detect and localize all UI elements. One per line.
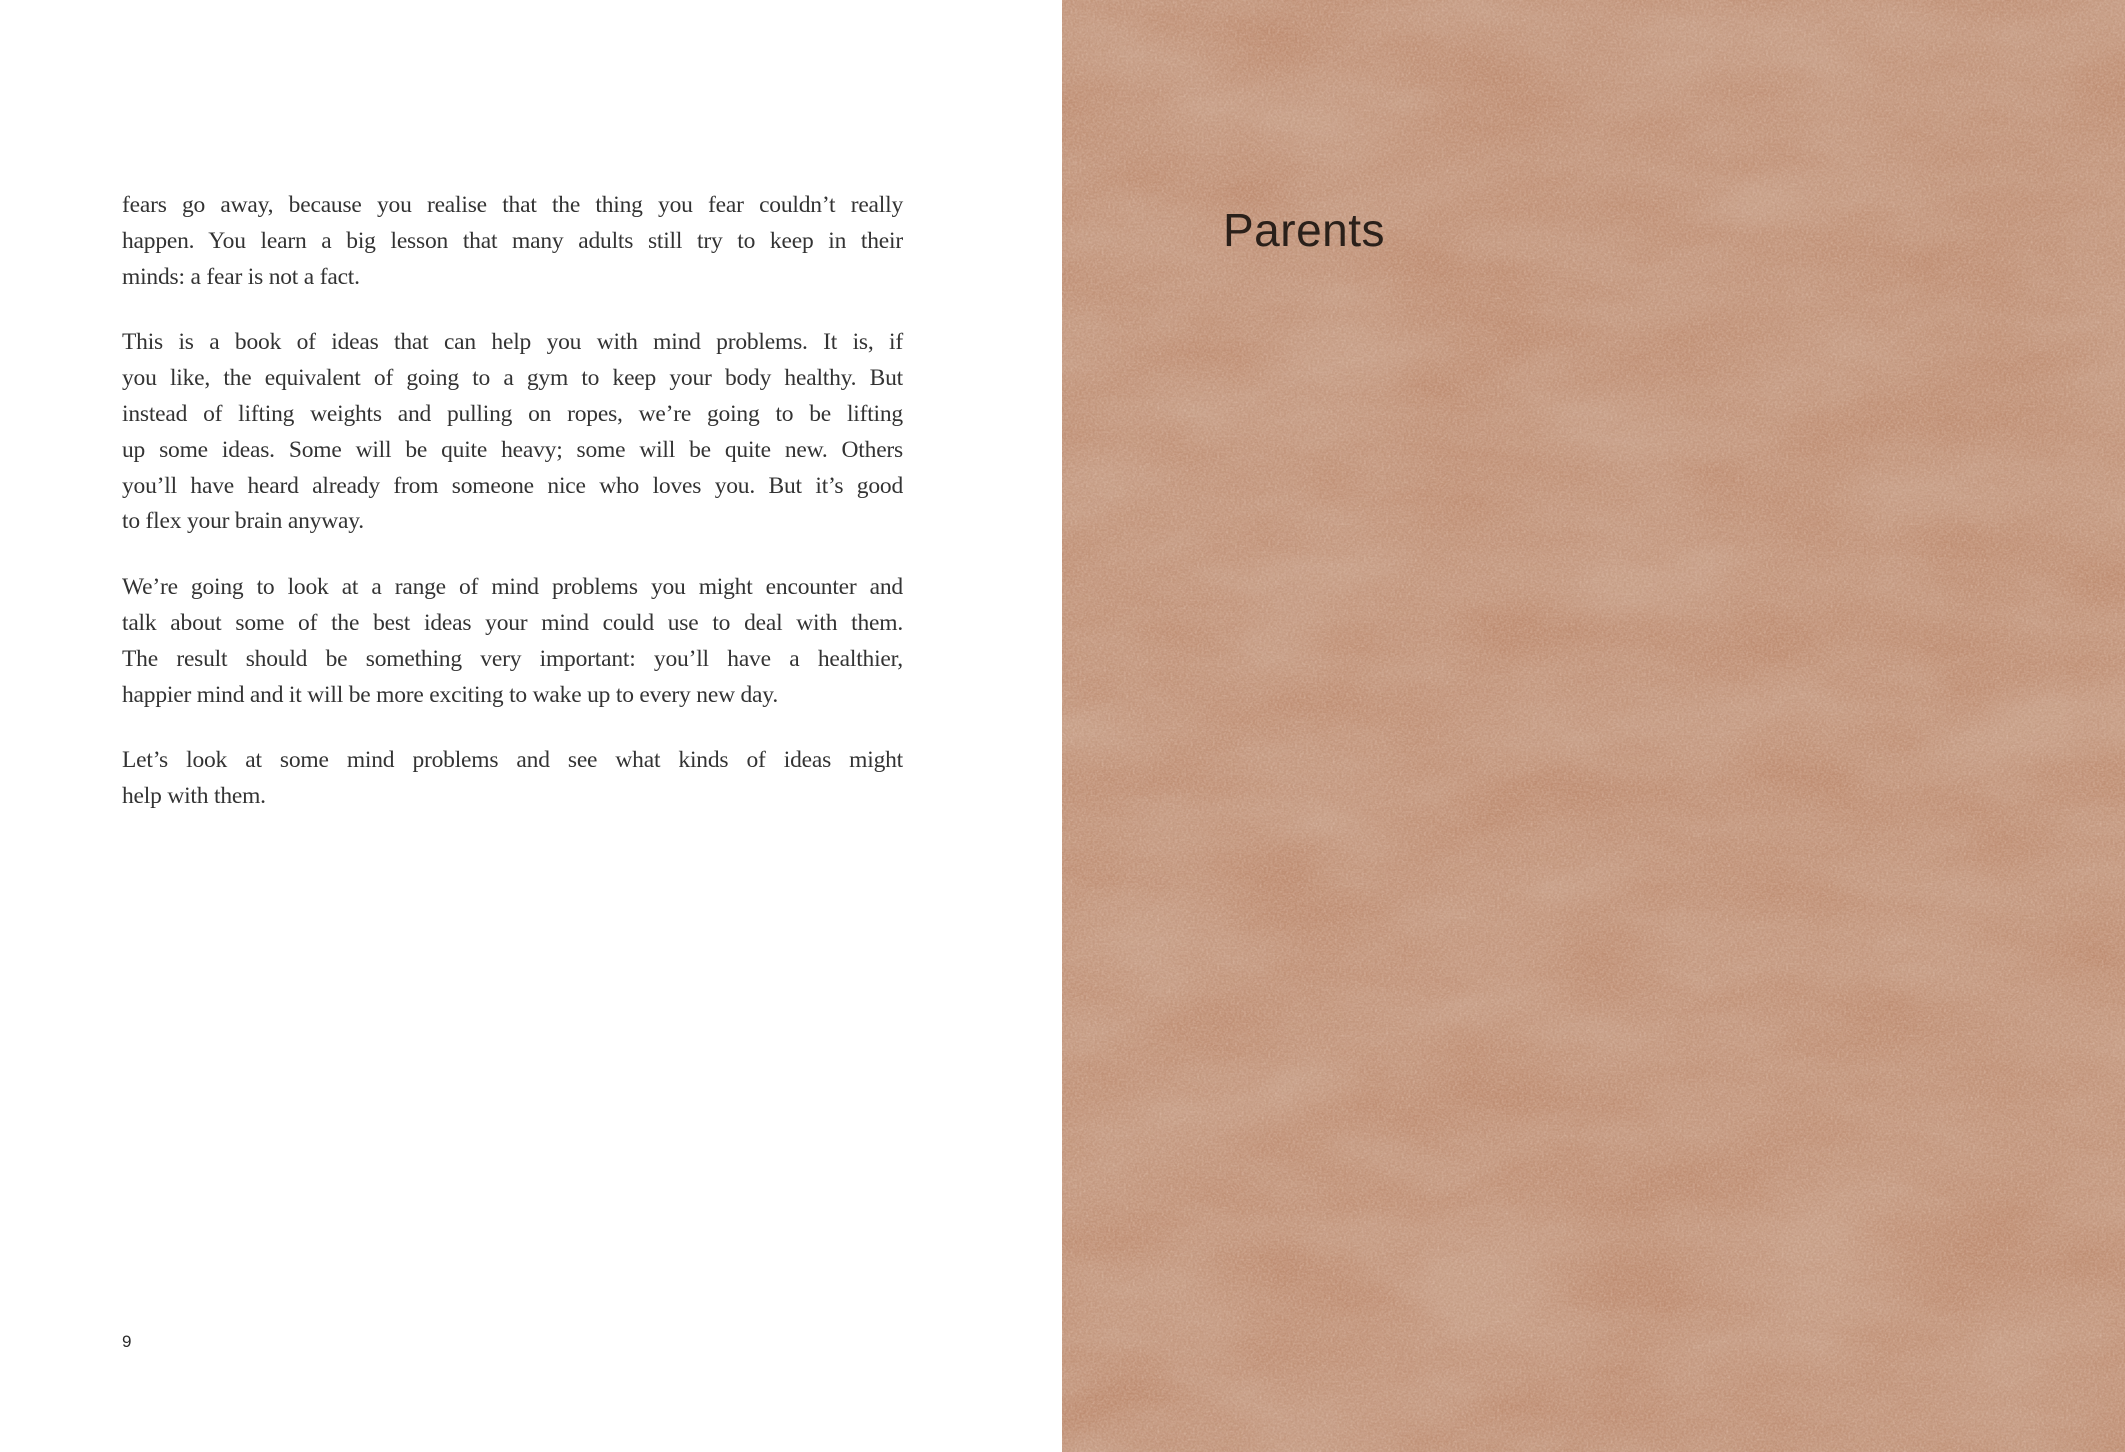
left-page bbox=[0, 0, 1062, 1452]
body-text-line: happen. You learn a big lesson that many adults still try to keep in their bbox=[122, 227, 903, 254]
body-text-line: Let’s look at some mind problems and see what kinds of ideas might bbox=[122, 747, 903, 774]
chapter-title: Parents bbox=[1223, 204, 1386, 256]
paragraph bbox=[122, 325, 903, 540]
body-text-line: talk about some of the best ideas your mind could use to deal with them. bbox=[122, 609, 903, 636]
clay-paper-texture bbox=[1062, 0, 2125, 1452]
body-text bbox=[122, 188, 903, 815]
body-text-line: instead of lifting weights and pulling on ropes, we’re going to be lifting bbox=[122, 400, 903, 427]
body-text-line: you’ll have heard already from someone nice who loves you. But it’s good bbox=[122, 472, 903, 499]
body-text-line: to flex your brain anyway. bbox=[122, 508, 364, 535]
body-text-line: fears go away, because you realise that the thing you fear couldn’t really bbox=[122, 192, 903, 218]
body-text-line: help with them. bbox=[122, 783, 266, 810]
paragraph bbox=[122, 188, 903, 295]
body-text-line: you like, the equivalent of going to a gym to keep your body healthy. But bbox=[122, 365, 903, 392]
page-number: 9 bbox=[122, 1332, 132, 1351]
body-text-line: The result should be something very important: you’ll have a healthier, bbox=[122, 645, 903, 672]
paragraph bbox=[122, 743, 903, 815]
body-text-line: minds: a fear is not a fact. bbox=[122, 263, 360, 290]
paragraph bbox=[122, 570, 903, 713]
right-page bbox=[1062, 0, 2125, 1452]
body-text-line: happier mind and it will be more exciting to wake up to every new day. bbox=[122, 681, 778, 708]
body-text-line: This is a book of ideas that can help you with mind problems. It is, if bbox=[122, 329, 903, 356]
body-text-line: up some ideas. Some will be quite heavy; some will be quite new. Others bbox=[122, 436, 903, 463]
body-text-line: We’re going to look at a range of mind problems you might encounter and bbox=[122, 574, 903, 601]
